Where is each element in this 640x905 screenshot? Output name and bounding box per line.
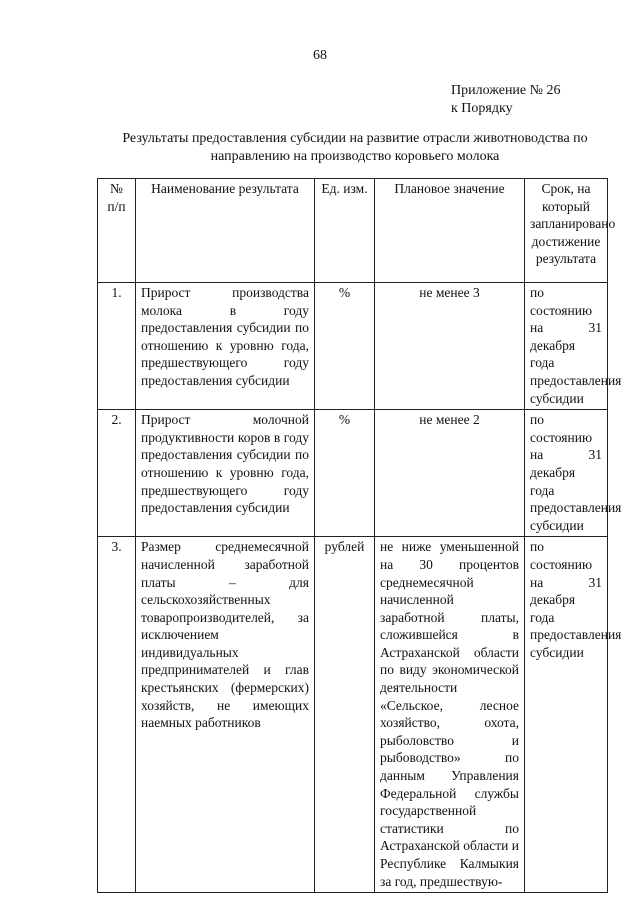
header-plan: Плановое значение: [375, 179, 525, 283]
row-plan: не менее 2: [375, 410, 525, 537]
row-name: Прирост молочной продуктивности коров в году предоставления субсидии по отношению к уровню года, предшествующего году предоставления субсидии: [136, 410, 315, 537]
row-plan: не менее 3: [375, 283, 525, 410]
appendix-target: к Порядку: [451, 101, 513, 116]
header-num: № п/п: [98, 179, 136, 283]
row-plan: не ниже уменьшенной на 30 процентов среднемесячной начисленной заработной платы, сложившейся в Астраханской области по виду экономической деятельности «Сельское, лесное хозяйство, охота, рыболовство и рыбоводство» по данным Управления Федеральной службы государственной статистики по Астраханской области и Республике Калмыкия за год, предшествую-: [375, 537, 525, 893]
appendix-reference: [451, 82, 561, 118]
document-title: Результаты предоставления субсидии на развитие отрасли животноводства по направлению на производство коровьего молока: [122, 131, 588, 164]
table-row: [98, 410, 608, 537]
row-name: Размер среднемесячной начисленной заработной платы – для сельскохозяйственных товаропроизводителей, за исключением индивидуальных предпринимателей и глав крестьянских (фермерских) хозяйств, не имеющих наемных работников: [136, 537, 315, 893]
row-num: 3.: [98, 537, 136, 893]
row-term: по состоянию на 31 декабря года предоставления субсидии: [525, 283, 608, 410]
table-row: [98, 537, 608, 893]
table-header-row: [98, 179, 608, 283]
row-unit: %: [315, 283, 375, 410]
row-num: 2.: [98, 410, 136, 537]
row-unit: рублей: [315, 537, 375, 893]
page-number: 68: [313, 48, 327, 63]
row-term: по состоянию на 31 декабря года предоставления субсидии: [525, 537, 608, 893]
row-name: Прирост производства молока в году предоставления субсидии по отношению к уровню года, предшествующего году предоставления субсидии: [136, 283, 315, 410]
header-term: Срок, на который запланировано достижение результата: [525, 179, 608, 283]
table-row: [98, 283, 608, 410]
results-table: [97, 178, 622, 893]
row-unit: %: [315, 410, 375, 537]
header-unit: Ед. изм.: [315, 179, 375, 283]
row-num: 1.: [98, 283, 136, 410]
header-name: Наименование результата: [136, 179, 315, 283]
appendix-number: Приложение № 26: [451, 83, 561, 98]
row-term: по состоянию на 31 декабря года предоставления субсидии: [525, 410, 608, 537]
